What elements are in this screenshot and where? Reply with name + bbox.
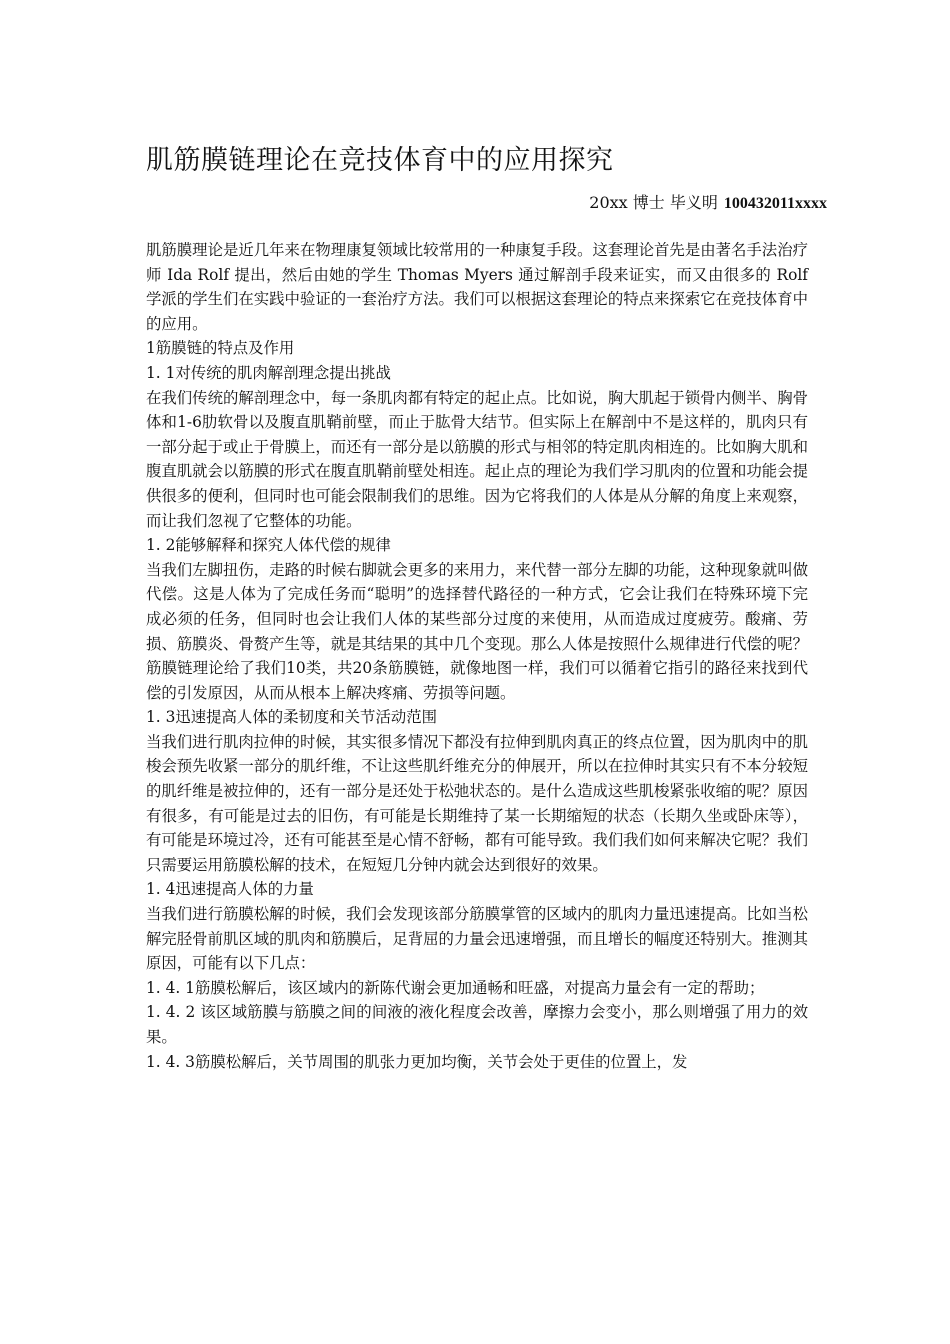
subsection-heading-1-3: 1. 3迅速提高人体的柔韧度和关节活动范围 [146,708,438,727]
paragraph-1-1: 在我们传统的解剖理念中，每一条肌肉都有特定的起止点。比如说，胸大肌起于锁骨内侧半、胸骨体和1-6肋软骨以及腹直肌鞘前壁，而止于肱骨大结节。但实际上在解剖中不是这样的，肌肉只有一部分起于或止于骨膜上，而还有一部分是以筋膜的形式与相邻的特定肌肉相连的。比如胸大肌和腹直肌就会以筋膜的形式在腹直肌鞘前壁处相连。起止点的理论为我们学习肌肉的位置和功能会提供很多的便利，但同时也可能会限制我们的思维。因为它将我们的人体是从分解的角度上来观察，而让我们忽视了它整体的功能。 [146,388,808,530]
paragraph-1-2: 当我们左脚扭伤，走路的时候右脚就会更多的来用力，来代替一部分左脚的功能，这种现象就叫做代偿。这是人体为了完成任务而“聪明”的选择替代路径的一种方式，它会让我们在特殊环境下完成必须的任务，但同时也会让我们人体的某些部分过度的来使用，从而造成过度疲劳。酸痛、劳损、筋膜炎、骨赘产生等，就是其结果的其中几个变现。那么人体是按照什么规律进行代偿的呢？筋膜链理论给了我们10类，共20条筋膜链，就像地图一样，我们可以循着它指引的路径来找到代偿的引发原因，从而从根本上解决疼痛、劳损等问题。 [146,560,808,702]
paragraph-1-4: 当我们进行筋膜松解的时候，我们会发现该部分筋膜掌管的区域内的肌肉力量迅速提高。比如当松解完胫骨前肌区域的肌肉和筋膜后，足背屈的力量会迅速增强，而且增长的幅度还特别大。推测其原因，可能有以下几点： [146,905,808,973]
paragraph-1-4-2: 1. 4. 2 该区域筋膜与筋膜之间的间液的液化程度会改善，摩擦力会变小，那么则增强了用力的效果。 [146,1003,808,1046]
paragraph-1-4-3: 1. 4. 3筋膜松解后，关节周围的肌张力更加均衡，关节会处于更佳的位置上，发 [146,1052,688,1071]
document-body [146,238,808,1074]
author-name: 20xx 博士 毕义明 [589,193,718,212]
intro-paragraph: 肌筋膜理论是近几年来在物理康复领域比较常用的一种康复手段。这套理论首先是由著名手法治疗师 Ida Rolf 提出，然后由她的学生 Thomas Myers 通过解剖手段来证实，而又由很多的 Rolf 学派的学生们在实践中验证的一套治疗方法。我们可以根据这套理论的特点来探索它在竞技体育中的应用。 [146,241,808,333]
paragraph-1-3: 当我们进行肌肉拉伸的时候，其实很多情况下都没有拉伸到肌肉真正的终点位置，因为肌肉中的肌梭会预先收紧一部分的肌纤维，不让这些肌纤维充分的伸展开，所以在拉伸时其实只有不本分较短的肌纤维是被拉伸的，还有一部分是还处于松弛状态的。是什么造成这些肌梭紧张收缩的呢？原因有很多，有可能是过去的旧伤，有可能是长期维持了某一长期缩短的状态（长期久坐或卧床等），有可能是环境过冷，还有可能甚至是心情不舒畅，都有可能导致。我们我们如何来解决它呢？我们只需要运用筋膜松解的技术，在短短几分钟内就会达到很好的效果。 [146,732,808,874]
author-line [589,190,827,213]
subsection-heading-1-2: 1. 2能够解释和探究人体代偿的规律 [146,536,391,555]
subsection-heading-1-4: 1. 4迅速提高人体的力量 [146,880,314,899]
author-id: 100432011xxxx [723,195,827,212]
document-title: 肌筋膜链理论在竞技体育中的应用探究 [146,145,614,176]
paragraph-1-4-1: 1. 4. 1筋膜松解后，该区域内的新陈代谢会更加通畅和旺盛，对提高力量会有一定的帮助； [146,978,765,997]
section-heading-1: 1筋膜链的特点及作用 [146,339,295,358]
subsection-heading-1-1: 1. 1对传统的肌肉解剖理念提出挑战 [146,363,391,382]
